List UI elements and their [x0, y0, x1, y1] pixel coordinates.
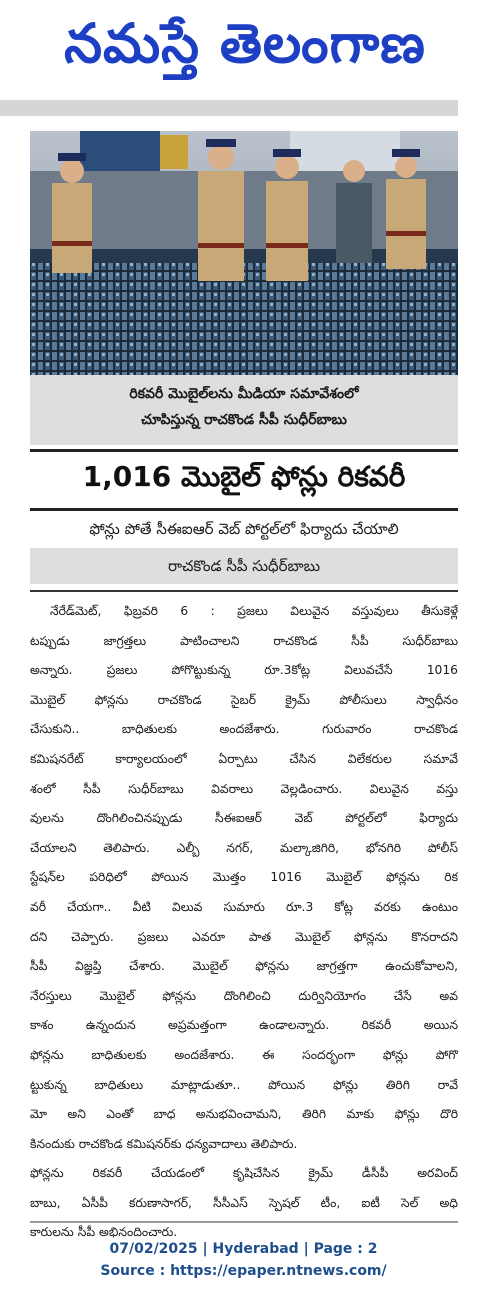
article-line: చేయాలని తెలిపారు. ఎల్బీ నగర్, మల్కాజిగిరి, భోనగిరి పోలీస్ — [30, 840, 458, 855]
masthead — [0, 0, 487, 96]
article-line: మొబైల్ ఫోన్లను రాచకొండ సైబర్ క్రైమ్ పోలీసులు స్వాధీనం — [30, 692, 458, 707]
footer-date-edition: 07/02/2025 | Hyderabad | Page : 2 — [109, 1241, 378, 1257]
headline-bottom-rule — [30, 508, 458, 511]
page-footer — [0, 1238, 487, 1282]
caption-line-2: చూపిస్తున్న రాచకొండ సీపీ సుధీర్‌బాబు — [141, 412, 347, 428]
article-line: అన్నారు. ప్రజలు పోగొట్టుకున్న రూ.3కోట్ల విలువచేసే 1016 — [30, 663, 458, 678]
newspaper-title: నమస్తే తెలంగాణ — [64, 12, 426, 75]
article-line: ఫోన్లను బాధితులకు అందజేశారు. ఈ సందర్భంగా ఫోన్లు పోగొ — [30, 1047, 458, 1062]
article-bottom-rule — [30, 1221, 458, 1223]
article-line: సీపీ విజ్ఞప్తి చేశారు. మొబైల్ ఫోన్లను జాగ్రత్తగా ఉంచుకోవాలని, — [30, 959, 458, 974]
article-line: చేసుకుని.. బాధితులకు అందజేశారు. గురువారం రాచకొండ — [30, 722, 458, 737]
article-line: కినందుకు రాచకొండ కమిషనర్‌కు ధన్యవాదాలు తెలిపారు. — [30, 1136, 298, 1151]
article-body — [30, 597, 458, 1248]
photo-illustration — [30, 131, 458, 375]
header-divider-bar — [0, 100, 458, 116]
article-line: నేరేడ్‌మెట్, ఫిబ్రవరి 6 : ప్రజలు విలువైన వస్తువులు తీసుకెళ్లే — [50, 604, 458, 618]
article-line: నేరస్తులు మొబైల్ ఫోన్లను దొంగిలించి దుర్వినియోగం చేసే అవ — [30, 988, 458, 1003]
footer-source-link[interactable]: Source : https://epaper.ntnews.com/ — [100, 1263, 387, 1279]
article-line: బాబు, ఏసీపీ కరుణాసాగర్, సీసీఎస్ స్పెషల్ టీం, ఐటీ సెల్ అధి — [30, 1195, 458, 1210]
article-line: కమిషనరేట్ కార్యాలయంలో ఏర్పాటు చేసిన విలేకరుల సమావే — [30, 751, 458, 766]
article-line: స్టేషన్‌ల పరిధిలో పోయిన మొత్తం 1016 మొబైల్ ఫోన్లను రిక — [30, 870, 458, 885]
subhead-rule — [30, 590, 458, 592]
article-line: ట్టుకున్న బాధితులు మాట్లాడుతూ.. పోయిన ఫోన్లు తిరిగి రావే — [30, 1077, 458, 1092]
article-headline: 1,016 మొబైల్ ఫోన్లు రికవరీ — [82, 460, 406, 493]
article-line: టప్పుడు జాగ్రత్తలు పాటించాలని రాచకొండ సీపీ సుధీర్‌బాబు — [30, 633, 458, 648]
news-photo — [30, 131, 458, 375]
subheadline-2: రాచకొండ సీపీ సుధీర్‌బాబు — [30, 548, 458, 584]
article-line: శంలో సీపీ సుధీర్‌బాబు వివరాలు వెల్లడించారు. విలువైన వస్తు — [30, 781, 458, 796]
article-line: మో అని ఎంతో బాధ అనుభవించామని, తిరిగి మాకు ఫోన్లు దొరి — [30, 1107, 458, 1122]
article-line: వులను దొంగిలించినప్పుడు సీఈఐఆర్ వెబ్ పోర్టల్‌లో ఫిర్యాదు — [30, 811, 458, 826]
article-line: కాశం ఉన్నందున అప్రమత్తంగా ఉండాలన్నారు. రికవరీ అయిన — [30, 1018, 458, 1033]
caption-line-1: రికవరీ మొబైల్‌లను మీడియా సమావేశంలో — [129, 386, 359, 402]
article-line: వరీ చేయగా.. వీటి విలువ సుమారు రూ.3 కోట్ల వరకు ఉంటుం — [30, 899, 458, 914]
photo-caption — [30, 375, 458, 445]
article-line: కారులను సీపీ అభినందించారు. — [30, 1225, 178, 1240]
article-line: ఫోన్లను రికవరీ చేయడంలో కృషిచేసిన క్రైమ్ డీసీపీ అరవింద్ — [30, 1166, 458, 1181]
subheadline-1: ఫోన్లు పోతే సీఈఐఆర్ వెబ్ పోర్టల్‌లో ఫిర్యాదు చేయాలి — [89, 520, 399, 538]
article-line: దని చెప్పారు. ప్రజలు ఎవరూ పాత మొబైల్ ఫోన్లను కొనరాదని — [30, 929, 458, 944]
